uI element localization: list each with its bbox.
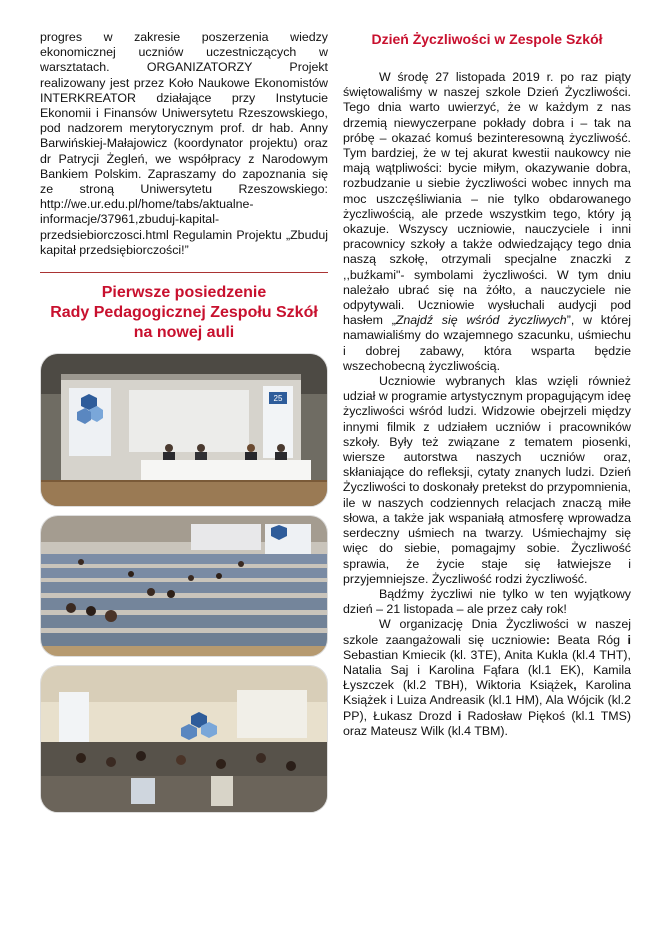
- section-title: [40, 283, 328, 343]
- section-title-line: Rady Pedagogicznej Zespołu Szkół: [50, 304, 318, 322]
- school-logo-text: 25: [273, 394, 283, 404]
- article-text: Beata Róg: [550, 632, 628, 647]
- article-title: Dzień Życzliwości w Zespole Szkół: [371, 31, 603, 47]
- article-text: Sebastian Kmiecik (kl. 3TE), Anita Kukla (kl.4 THT), Natalia Saj i Karolina Fąfara (kl.1 EK), Kamila Łyszczek (kl.2 TBH), Wiktoria Książek: [343, 647, 631, 693]
- article-text: ”, w której namawialiśmy do wzajemnego szacunku, uśmiechu i dobrej zabawy, która wsparta będzie wszechobecną życzliwością.: [343, 313, 632, 373]
- bold-mark: :: [545, 632, 551, 647]
- photo-aula-meeting: [40, 665, 328, 813]
- photo-aula-panel: [40, 353, 328, 507]
- bold-mark: i: [457, 708, 462, 723]
- article-paragraph-3: Bądźmy życzliwi nie tylko w ten wyjątkowy dzień – 21 listopada – ale przez cały rok!: [343, 586, 631, 617]
- section-title-line: na nowej auli: [133, 324, 235, 342]
- photo-aula-audience: [40, 515, 328, 657]
- left-intro-text: progres w zakresie poszerzenia wiedzy ekonomicznej uczniów uczestniczących w warsztatach. ORGANIZATORZY Projekt realizowany jest przez Koło Naukowe Ekonomistów INTERKREATOR działające przy Instytucie Ekonomii i Finansów Uniwersytetu Rzeszowskiego, pod nadzorem merytorycznym prof. dr hab. Anny Barwińskiej-Małajowicz (koordynator projektu) oraz dr Patrycji Żegleń, we współpracy z Narodowym Bankiem Polskim. Zapraszamy do zapoznania się ze stroną Uniwersytetu Rzeszowskiego: http://we.ur.edu.pl/home/tabs/aktualne-informacje/37961,zbuduj-kapital-przedsiebiorczosci.html Regulamin Projektu „Zbuduj kapitał przedsiębiorczości!”: [40, 30, 328, 257]
- article-paragraph-1: [343, 70, 631, 374]
- article-text: Karolina Książek i Luiza Andreasik (kl.1 HM), Ala Wójcik (kl.2 PP), Łukasz Drozd: [343, 678, 632, 723]
- section-divider: [40, 272, 328, 273]
- section-title-line: Pierwsze posiedzenie: [101, 284, 267, 302]
- article-text: W organizację Dnia Życzliwości w naszej szkole zaangażowali się uczniowie: [343, 617, 631, 647]
- article-paragraph-4: [343, 617, 631, 739]
- bold-mark: i: [627, 632, 631, 647]
- bold-mark: ,: [573, 678, 577, 693]
- left-column: [40, 30, 328, 821]
- slogan-quote: Znajdź się wśród życzliwych: [395, 313, 567, 328]
- article-text: W środę 27 listopada 2019 r. po raz piąty świętowaliśmy w naszej szkole Dzień Życzliwości. Tego dnia warto uwierzyć, że w każdym z nas drzemią niewyczerpane pokłady dobra i – tak na próbę – okazać komuś bezinteresowną życzliwość. Tym bardziej, że w tej akurat kwestii naukowcy nie mają wątpliwości: bycie miłym, okazywanie dobra, rozbudzanie u siebie życzliwości wobec innych ma moc uszczęśliwiania – nie tylko obdarowanego życzliwością, ale przede wszystkim tego, który ją okazuje. Wszyscy uczniowie, nauczyciele i inni pracownicy szkoły a także odwiedzający tego dnia naszą szkołę, otrzymali specjalne znaczki z ,,buźkami"- symbolami życzliwości. W tym dniu należało ubrać się na żółto, a nauczyciele nie odpytywali. Uczniowie wysłuchali audycji pod hasłem „: [343, 70, 631, 328]
- article-text: Radosław Piękoś (kl.1 TMS) oraz Mateusz Wilk (kl.4 TBM).: [343, 708, 631, 738]
- right-column: [343, 30, 631, 739]
- article-paragraph-2: Uczniowie wybranych klas wzięli również udział w programie artystycznym propagującym ideę życzliwości wśród ludzi. Widzowie obejrzeli między innymi filmik z udziałem uczniów i pracowników szkoły. Były też związane z tematem piosenki, wiersze autorstwa naszych uczniów oraz, skłaniające do refleksji, cytaty znanych ludzi. Dzień Życzliwości to doskonały pretekst do przypomnienia, ile w naszych codziennych relacjach znaczą miłe słowa, a także jak wspaniałą atmosferę wprowadza serdeczny uśmiech na twarzy. Uśmiechajmy się więc do siebie, pomagajmy sobie. Życzliwość sprawia, że życie staje się łatwiejsze i przyjemniejsze. Życzliwość rodzi życzliwość.: [343, 374, 631, 586]
